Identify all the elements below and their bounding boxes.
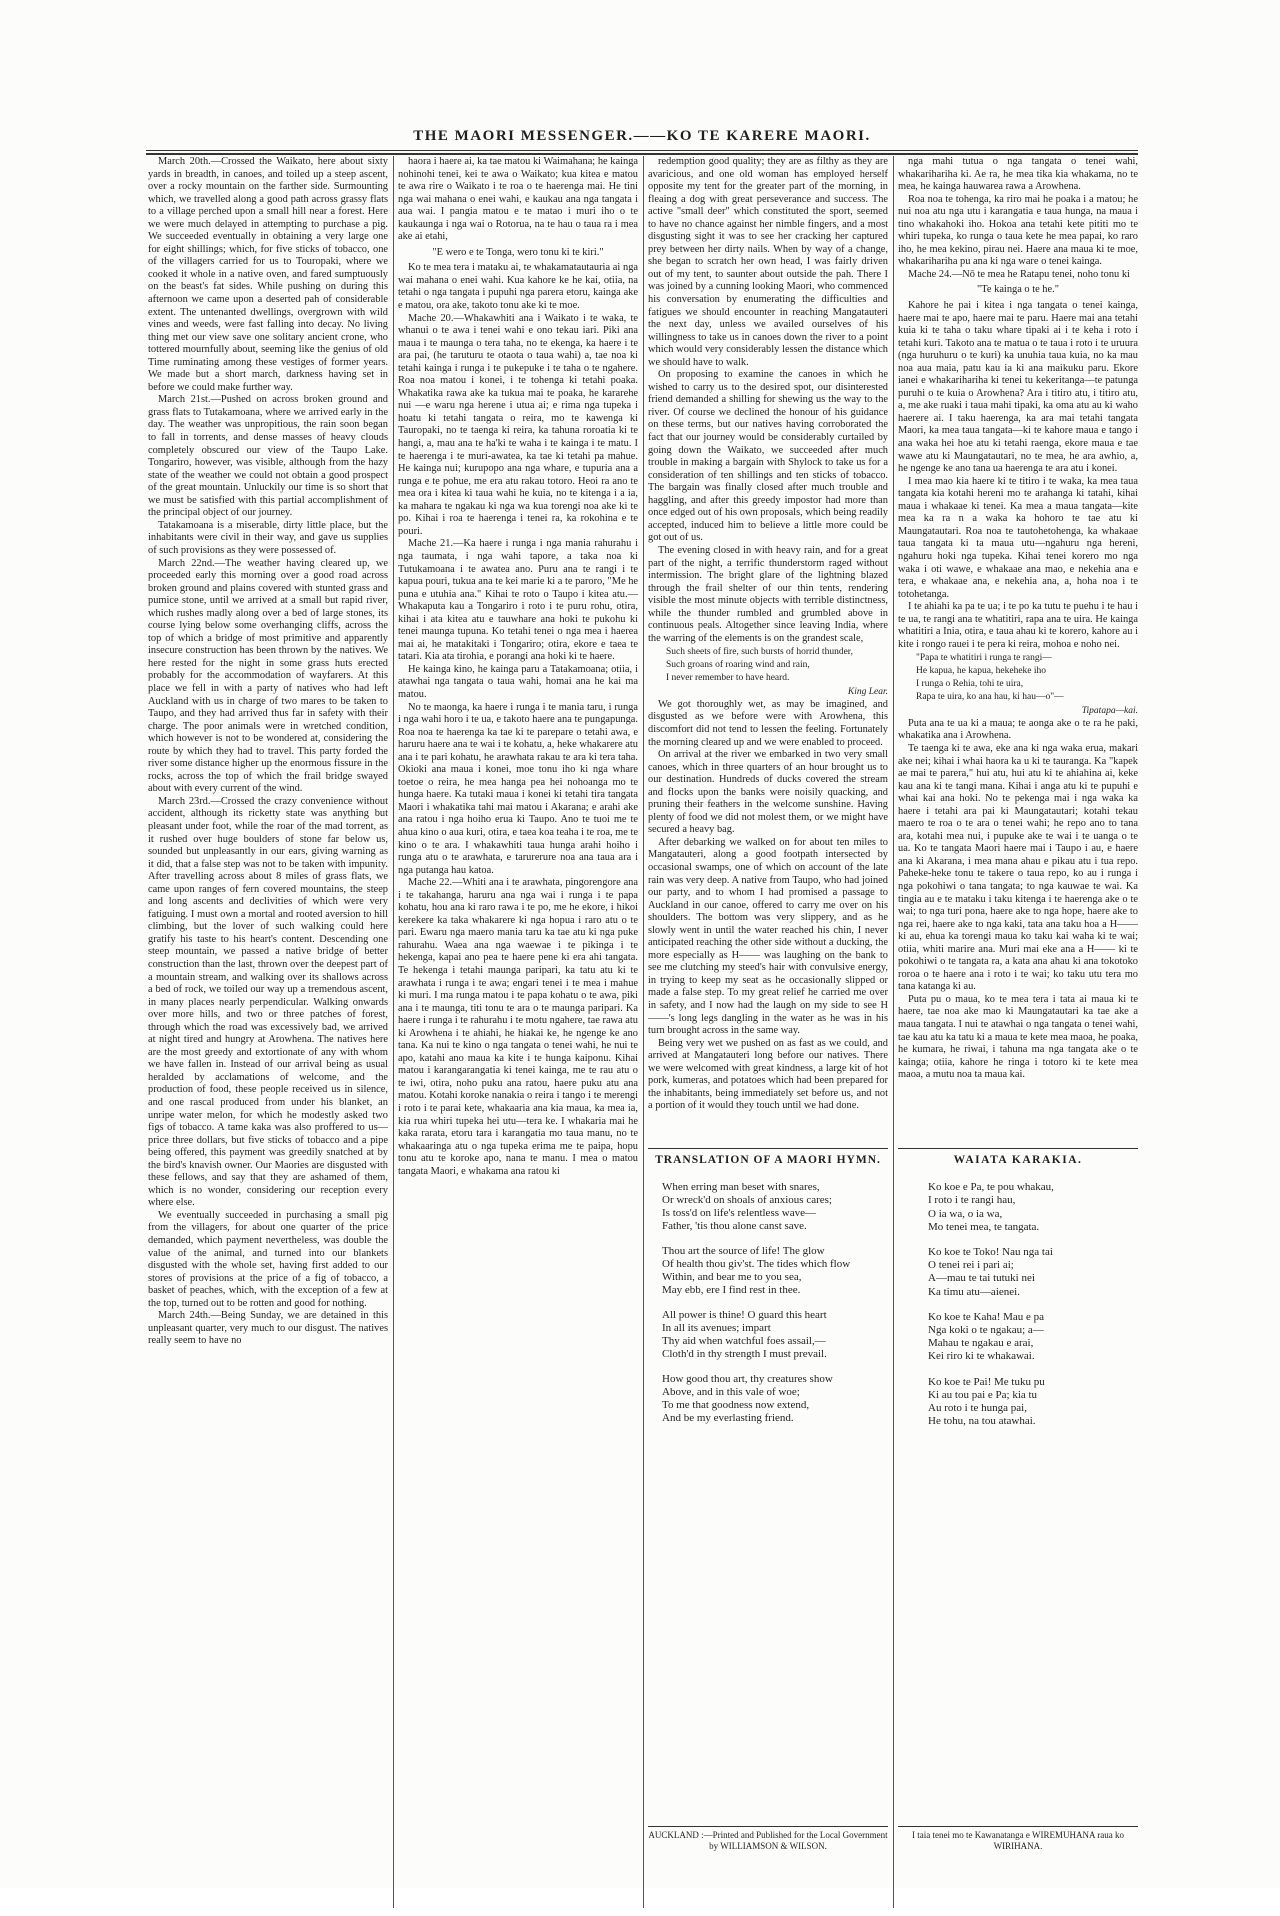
waiata-line: Kei riro ki te whakawai.: [928, 1350, 1035, 1363]
quoted-line: "E wero e te Tonga, wero tonu ki te kiri.": [432, 246, 604, 258]
waiata-line: Ko koe te Toko! Nau nga tai: [928, 1246, 1053, 1259]
paragraph: nga mahi tutua o nga tangata o tenei wahi, whakarihariha ki. Ae ra, he mea tika kia whakama, no te mea, he kainga hauwarea rawa a Arowhena.: [898, 156, 1138, 193]
paragraph: March 20th.—Crossed the Waikato, here about sixty yards in breadth, in canoes, and toiled up a steep ascent, over a rocky mountain on the farther side. Surmounting which, we travelled along a good path across grassy flats to a village perched upon a small hill near a forest. Here we were much delayed in attempting to purchase a pig. We succeeded eventually in obtaining a very large one for eight shillings; which, for five sticks of tobacco, one of the villagers carried for us to Touropaki, where we cooked it whole in a native oven, and fared sumptuously on the beast's fat sides. While pushing on during this afternoon we came upon a deserted pah of considerable extent. The untenanted dwellings, overgrown with wild vines and weeds, were fast falling into decay. No living thing met our view save one solitary ancient crone, who tottered mournfully about, seeming like the genius of old Time ruminating among these vestiges of former years. We made but a short march, darkness having set in before we could make further way.: [148, 156, 388, 393]
waiata-stanza: [928, 1311, 1138, 1364]
waiata-title: WAIATA KARAKIA.: [953, 1154, 1083, 1166]
paragraph: Te taenga ki te awa, eke ana ki nga waka erua, makari ake nei; kihai i whai haora ka u ki te tauranga. Ka "kapek ae mai te parera," hui atu, hui atu ki te ahiahina ai, keke kau ana ki te tangi mana. Kihai i anga atu ki te pupuhi e whai kai ana hoki. No te pekenga mai i nga waka ka haere i tetahi ara pai ki Maungatautari; kotahi tekau maero te roa o te ara o tenei wahi; he repo ano to tana ara, kotahi mea nui, i pupuke ake te wai i te uanga o te ua. Ko te tangata Maori haere mai i Taupo i au, e haere ana ki Akarana, i mea mana ahau e pikau atu i tua repo. Paheke-heke tonu te takere o taua repo, ko au i runga i nga pokohiwi o tana tangata; to nga kauwae te wai. Ka tingia au e te mataku i taku kitenga i te haerenga ake o te wai; to nga turi pona, haere ake to nga hope, haere ake to nga rei, haere ake to nga kaki, tata ana taku hoa a H—— ki au, ehua ka torengi maua ko taku kai waha ki te wai; otiia, whiti marire ana. Muri mai eke ana a H—— ki te pokohiwi o te tangata ra, a kata ana ahau ki ana tokotoko roroa o te haere ana i roto i te wai; ko taku utu tera mo tana katanga ki au.: [898, 742, 1138, 993]
paragraph: March 21st.—Pushed on across broken ground and grass flats to Tutakamoana, where we arrived early in the day. The weather was unpropitious, the rain soon began to fall in torrents, and dense masses of heavy clouds completely obscured our view of the Taupo Lake. Tongariro, however, was visible, although from the hazy state of the weather we could not obtain a good prospect of the great mountain. Unluckily our time is so short that we must be satisfied with this partial accomplishment of the principal object of our journey.: [148, 394, 388, 519]
paragraph: Being very wet we pushed on as fast as we could, and arrived at Mangatauteri long before our natives. There we were welcomed with great kindness, a large kit of hot pork, kumeras, and potatoes which had been prepared for the inhabitants, being immediately set before us, and not a portion of it would they touch until we had done.: [648, 1037, 888, 1112]
masthead-rule-bottom: [146, 153, 1138, 155]
paragraph: Puta pu o maua, ko te mea tera i tata ai maua ki te haere, tae noa ake mao ki Maungatautari ka tae ake a maua tangata. I nui te atawhai o nga tangata o tenei wahi, tae kau atu ka tatu ki a maua te kete mea maoa, he poaka, he kumara, he riwai, i tahuna ma nga tangata ake o te kainga; otiia, kahore he ringa i totoro ki te kete mea maoa, a mutu noa ta maua kai.: [898, 993, 1138, 1081]
verse-line: I never remember to have heard.: [666, 673, 790, 684]
paragraph: haora i haere ai, ka tae matou ki Waimahana; he kainga nohinohi tenei, kei te awa o Waikato; kua kitea e matou te awa rire o Waikato i te roa o te haerenga mai. He tini nga wai mahana o enei wahi, e kaukau ana nga tangata i aua wai. I pangia matou e te matao i muri iho o te kaukaunga i nga wai o Rotorua, na te hau o taua ra i mea ake ai etahi,: [398, 156, 638, 243]
hymn-stanza: [662, 1373, 888, 1425]
hymn-line: Of health thou giv'st. The tides which flow: [662, 1258, 851, 1270]
imprint-rule-left: [648, 1826, 888, 1827]
quoted-line: "Te kainga o te he.": [977, 284, 1059, 296]
verse-attribution: Tipatapa—kai.: [1081, 706, 1138, 717]
paragraph: Mache 21.—Ka haere i runga i nga mania rahurahu i nga taumata, i nga wahi tapore, a taka noa ki Tutukamoana i te awatea ano. Puru ana te rangi i te kapua pouri, tukua ana te kei marie ki a te paroro, "Me he puna e utuhia ana." Kihai te roto o Taupo i kitea atu.—Whakaputa kau a Tongariro i roto i te puru rohu, otira, kihai i ata kitea atu e tauwhare ana hoki te pukohu ki tenei maunga tupuna. Ko tetahi tenei o nga mea i haerea mai ai, he matakitaki i Tongariro; otira, ekore e taea te tatari. Kia ata tirohia, e porangi ana hoki ki te haere.: [398, 538, 638, 663]
waiata-stanza: [928, 1376, 1138, 1429]
paragraph: On proposing to examine the canoes in which he wished to carry us to the desired spot, our disinterested friend demanded a shilling for shewing us the way to the river. Of course we declined the honour of his guidance on these terms, but our natives having corroborated the fact that our journey would be considerably curtailed by going down the Waikato, we succeeded after much trouble in making a bargain with Shylock to take us for a consideration of ten shillings and ten sticks of tobacco. The bargain was finally closed after much trouble and haggling, and after this greedy impostor had more than once edged out of his own proposals, which being readily accepted, induced him to believe a little more could be got out of us.: [648, 369, 888, 544]
paragraph: After debarking we walked on for about ten miles to Mangatauteri, along a good footpath intersected by occasional swamps, one of which on account of the late rain was very deep. A native from Taupo, who had joined our party, and to whom I had promised a passage to Auckland in our canoe, offered to carry me over on his shoulders. The bottom was very slippery, and as he slowly went in until the water reached his chin, I never anticipated reaching the other side without a ducking, the more especially as H—— was laughing on the bank to see me clutching my steed's hair with convulsive energy, in trying to keep my seat as he occasionally slipped or made a false step. To my great relief he carried me over in safety, and I now had the laugh on my side to see H——'s long legs dangling in the water as he was in his turn brought across in the same way.: [648, 836, 888, 1037]
hymn-line: Or wreck'd on shoals of anxious cares;: [662, 1194, 832, 1206]
hymn-line: Above, and in this vale of woe;: [662, 1386, 800, 1398]
paragraph: Roa noa te tohenga, ka riro mai he poaka i a matou; he nui noa atu nga utu i karangatia e taua hunga, na maua i tino whakahoki iho. Hokoa ana tetahi kete pititi mo te whiri tupeka, ko runga o taua kete he mea papai, ko raro iho, he mea kekino, pirau nei. Haere ana maua ki te moe, whakarihariha pu ana ki nga ware o tenei kainga.: [898, 193, 1138, 268]
waiata-line: He tohu, na tou atawhai.: [928, 1415, 1036, 1428]
verse-line: Rapa te uira, ko ana hau, ki hau—o"—: [916, 692, 1064, 703]
waiata-line: I roto i te rangi hau,: [928, 1194, 1016, 1207]
hymn-line: Thy aid when watchful foes assail,—: [662, 1335, 826, 1347]
column-3-english-journal: [648, 156, 888, 1156]
column-2-maori-journal: [398, 156, 638, 1916]
paragraph: Tatakamoana is a miserable, dirty little place, but the inhabitants were civil in their way, and gave us supplies of such provisions as they were possessed of.: [148, 519, 388, 556]
paragraph: March 22nd.—The weather having cleared up, we proceeded early this morning over a good road across broken ground and plains covered with stunted grass and pumice stone, until we arrived at a small but rapid river, which rushes madly along over a bed of large stones, its course lying below some overhanging cliffs, across the top of which a bridge of most primitive and apparently insecure construction has been thrown by the natives. We here rested for the night in some grass huts erected probably for the accommodation of wayfarers. At this place we fell in with a party of natives who had left Auckland with us in charge of two mares to be taken to Taupo, and they had arrived thus far in safety with their charge. The poor animals were in wretched condition, which however is not to be wondered at, considering the route by which they had to travel. This party forded the river some distance higher up the enormous fissure in the rocks, across the top of which the frail bridge swayed about with every current of the wind.: [148, 557, 388, 795]
hymn-line: Father, 'tis thou alone canst save.: [662, 1220, 807, 1232]
waiata-line: Ko koe te Kaha! Mau e pa: [928, 1310, 1045, 1323]
hymn-line: Within, and bear me to you sea,: [662, 1271, 802, 1283]
paragraph: Mache 22.—Whiti ana i te arawhata, pingorengore ana i te takahanga, haruru ana nga wai i runga i te papa kohatu, hou ana ki raro rawa i te po, me he ekore, i hikoi kerekere ka taka whakarere ki nga hopua i raro atu o te pari. Ewaru nga maero mania taru ka tae atu ki nga puke rahurahu. Waea ana nga waewae i te pikinga i te hekenga, kapai ano pea te haere pene ki era ahi tangata. Te hekenga i tetahi maunga paripari, ka tatu atu ki te arawhata i runga i te awa; engari tenei i te mea i mahue ki muri. I ma runga matou i te papa kohatu o te awa, piki ana i te maunga, titi tonu te ara o te maunga paripari. Ka haere i runga i te rahurahu i te motu ngahere, tae rawa atu ki Arowhena i te ahiahi, he hiakai ke, he ngenge ke ano tana. Ka nui te kino o nga tangata o tenei wahi, he nui te apo, katahi ano maua ka kite i te hunga kaiponu. Kihai matou i karangarangatia ki tenei kainga, me te rau atu o te iwi, otira, noho puku ana ratou, haere puku atu ana matou. Kotahi koroke nanakia o reira i tango i te merengi i roto i te parai kete, whakaaria ana kia maua, ka mea ia, kia rua whiri tupeka hei utu—tera ke. I whakaria mai he kaka rarata, etoru tara i karangatia mo taua manu, no te whakaaringa atu o nga tupeka erima me te paipa, hopu tonu atu te koroke apo, nana te manu. I mea o matou tangata Maori, e whakama ana ratou ki: [398, 877, 638, 1177]
waiata-line: Mahau te ngakau e arai,: [928, 1337, 1034, 1350]
waiata-stanza: [928, 1181, 1138, 1234]
paragraph: redemption good quality; they are as filthy as they are avaricious, and one old woman has employed herself opposite my tent for the greater part of the morning, in fleaing a dog with great perseverance and success. The active "small deer" which constituted the sport, seemed to have no chance against her nimble fingers, and a most disgusting sight it was to see her cracking her captured prey between her dirty nails. When by way of a change, she began to scratch her own head, I was fairly driven out of my tent, to saunter about outside the pah. There I was joined by a cunning looking Maori, who commenced his conversation by enumerating the difficulties and fatigues we should encounter in reaching Mangatauteri the next day, unless we availed ourselves of his willingness to take us in canoes down the river to a point which would very considerably lessen the distance which we should have to walk.: [648, 156, 888, 368]
paragraph: March 24th.—Being Sunday, we are detained in this unpleasant quarter, very much to our disgust. The natives really seem to have no: [148, 1310, 388, 1347]
hymn-line: All power is thine! O guard this heart: [662, 1309, 827, 1321]
paragraph: We eventually succeeded in purchasing a small pig from the villagers, for about one quarter of the price demanded, which payment nevertheless, was double the value of the animal, and turned into our blankets disgusted with the whole set, having first added to our stores of provisions at the price of a fig of tobacco, a basket of peaches, which, with the exception of a few at the top, turned out to be rotten and good for nothing.: [148, 1209, 388, 1309]
hymn-line: Cloth'd in thy strength I must prevail.: [662, 1348, 827, 1360]
masthead-rule-top: [146, 150, 1138, 151]
hymn-translation: [648, 1148, 888, 1437]
column-4-maori-journal: [898, 156, 1138, 1206]
waiata-line: Ki au tou pai e Pa; kia tu: [928, 1388, 1038, 1401]
verse-line: Such sheets of fire, such bursts of horrid thunder,: [666, 647, 853, 658]
hymn-stanza: [662, 1245, 888, 1297]
hymn-line: How good thou art, thy creatures show: [662, 1373, 833, 1385]
verse-attribution: King Lear.: [847, 687, 888, 698]
hymn-line: May ebb, ere I find rest in thee.: [662, 1284, 801, 1296]
paragraph: On arrival at the river we embarked in two very small canoes, which in three quarters of an hour brought us to our destination. Hundreds of ducks covered the stream and flocks upon the banks were noisily quacking, and pruning their feathers in the welcome sunshine. Having plenty of food we did not molest them, or we might have secured a heavy bag.: [648, 749, 888, 836]
waiata-line: O ia wa, o ia wa,: [928, 1207, 1003, 1220]
hymn-line: And be my everlasting friend.: [662, 1412, 794, 1424]
paragraph: I mea mao kia haere ki te titiro i te waka, ka mea taua tangata kia kotahi hereni mo te arahanga ki tatahi, kihai maua i whakaae ki tenei. Ka mea a maua tangata—kite mea ka ra n a waka ka hohoro te tae atu ki Maungatautari. Roa noa te tautohetohenga, ka whakaae taua tangata ki ta maua utu—ngahuru nga hereni, ngahuru hoki nga tupeka. Kihai tenei korero mo nga waka i oti wawe, e whakaae ana mao, e nekehia ana e tera, e whakaae ana, e nekehia ana, a, hoha noa i te totohetanga.: [898, 475, 1138, 600]
imprint-english: AUCKLAND :—Printed and Published for the Local Government by WILLIAMSON & WILSON.: [648, 1830, 888, 1851]
paragraph: Mache 24.—Nō te mea he Ratapu tenei, noho tonu ki: [908, 268, 1130, 280]
paragraph: No te maonga, ka haere i runga i te mania taru, i runga i nga wahi horo i te ua, e takoto haere ana te pungapunga. Roa noa te haerenga ka tae ki te parepare o tetahi awa, e haruru haere ana te wai i te kohatu, a, heke whakarere atu ana i te pari kohatu, he arawhata rakau te ara ki tera taha. Okioki ana maua i konei, moe tonu iho ki nga whare toetoe o reira, he mea hanga pea hei nohoanga mo te hunga haere. Ka tutaki maua i konei ki tetahi tira tangata Maori i whakatika tahi mai matou i Akarana; e arahi ake ana ratou i nga hoiho erua ki Taupo. Ano te tuoi me te ahua kino o aua kuri, otira, e taea koa teaha i te roa, me te kino o te ara. I whakawhiti taua hunga arahi hoiho i runga atu o te arawhata, e tarurerure noa ana taua ara i nga putanga hau katoa.: [398, 701, 638, 876]
waiata-line: A—mau te tai tutuki nei: [928, 1272, 1035, 1285]
paragraph: Mache 20.—Whakawhiti ana i Waikato i te waka, te whanui o te awa i tenei wahi e ono tekau iari. Piki ana maua i te maunga o tera taha, no te ekenga, ka haere i te ara pai, (he taruturu te otaota o taua wahi) a, tae noa ki tetahi kainga i runga i te pukepuke i te taha o te ngahere. Roa noa matou i konei, i te tohenga ki tetahi poaka. Whakatika rawa ake ka tukua mai te poaka, he kararehe nui —e waru nga herene i utua ai; e rima nga tupeka i hoatu ki tetahi tangata o reira, mo te kawenga ki Tauropaki, no te taenga ki reira, ka tahuna roroatia ki te hangi, a, mau ana te ha'ki te waha i te kainga i te matu. I te haerenga i te muri-awatea, ka tae ki tetahi pa mahue. He kainga nui; kurupopo ana nga whare, e tupuria ana a runga e te pohue, me era atu rakau totoro. Heoi ra ano te mea ora i kitea ki taua wahi he kuia, no te kitenga i a ia, ka mahara te ngakau ki nga wa kua torengi noa ake ki te po. Kihai i roa te haerenga i tenei ra, ka rokohina e te pouri.: [398, 312, 638, 537]
hymn-line: Is toss'd on life's relentless wave—: [662, 1207, 816, 1219]
waiata-line: Ka timu atu—aienei.: [928, 1285, 1020, 1298]
paragraph: I te ahiahi ka pa te ua; i te po ka tutu te puehu i te hau i te ua, te rangi ana te whatitiri, rapa ana te uira. He kainga whatitiri a Inia, otira, e taua ahau ki te korero, kahore au i kite i rongo rauei i te pera ki reira, mohoa e noho nei.: [898, 601, 1138, 650]
paragraph: He kainga kino, he kainga paru a Tatakamoana; otiia, i atawhai nga tangata o taua wahi, homai ana he kai ma matou.: [398, 663, 638, 700]
imprint-maori: I taia tenei mo te Kawanatanga e WIREMUHANA raua ko WIRIHANA.: [911, 1830, 1124, 1851]
verse-line: "Papa te whatitiri i runga te rangi—: [916, 653, 1052, 664]
hymn-line: Thou art the source of life! The glow: [662, 1245, 825, 1257]
hymn-line: When erring man beset with snares,: [662, 1181, 820, 1193]
column-divider-1: [393, 156, 394, 1908]
waiata-line: Nga koki o te ngakau; a—: [928, 1324, 1044, 1337]
waiata-line: O tenei rei i pari ai;: [928, 1259, 1014, 1272]
column-1-english-journal: [148, 156, 388, 1916]
hymn-stanza: [662, 1309, 888, 1361]
imprint-rule-right: [898, 1826, 1138, 1827]
waiata-line: Ko koe te Pai! Me tuku pu: [928, 1375, 1045, 1388]
hymn-stanza: [662, 1181, 888, 1233]
waiata-line: Au roto i te hunga pai,: [928, 1402, 1027, 1415]
verse-line: Such groans of roaring wind and rain,: [666, 660, 810, 671]
paragraph: March 23rd.—Crossed the crazy convenience without accident, although its ricketty state was anything but pleasant under foot, while the roar of the mad torrent, as it rushed over huge boulders of stone far below us, sounded but unpleasantly in our ears, giving warning as it did, that a false step was not to be taken with impunity. After travelling across about 8 miles of grass flats, we came upon ranges of fern covered mountains, the steep and long ascents and declivities of which were very fatiguing. I must own a mortal and rooted aversion to hill climbing, but the lover of such walking could here gratify his taste to his heart's content. Descending one steep mountain, we passed a native bridge of better construction than the last, thrown over the deepest part of a mountain stream, and walking over its shallows across a bed of rock, we toiled our way up a tremendous ascent, in many places nearly perpendicular. Walking onwards over more hills, and two or three patches of forest, through which the road was excessively bad, we arrived at night tired and hungry at Arowhena. The natives here are the most greedy and extortionate of any with whom we have fallen in. Instead of our arrival being as usual heralded by acclamations of welcome, and the production of food, these people received us in silence, and one rascal produced from under his blanket, an unripe water melon, for which he modestly asked two figs of tobacco. A tame kaka was also proffered to us—price three dollars, but five sticks of tobacco and a pipe being offered, this payment was greedily snatched at by the bird's knavish owner. Our Maories are disgusted with these fellows, and say that they are ashamed of them, which is no wonder, considering our reception every where else.: [148, 795, 388, 1209]
column-divider-2: [643, 156, 644, 1908]
waiata-karakia: [898, 1148, 1138, 1440]
hymn-line: In all its avenues; impart: [662, 1322, 771, 1334]
waiata-line: Ko koe e Pa, te pou whakau,: [928, 1181, 1054, 1194]
paragraph: Ko te mea tera i mataku ai, te whakamatautauria ai nga wai mahana o enei wahi. Kua kahore ke he kai, otiia, na tetahi o nga tangata i pupuhi nga parera etoru, kainga ake e matou, ora ake, takoto tonu ake ki te moe.: [398, 262, 638, 312]
paragraph: The evening closed in with heavy rain, and for a great part of the night, a terrific thunderstorm raged without intermission. The bright glare of the lightning blazed through the frail shelter of our thin tents, rendering visible the most minute objects with terrible distinctness, while the thunder rumbled and grumbled above in continuous peals. Altogether since leaving India, where the warring of the elements is on the grandest scale,: [648, 544, 888, 644]
column-divider-3: [893, 156, 894, 1908]
paragraph: Puta ana te ua ki a maua; te aonga ake o te ra he paki, whakatika ana i Arowhena.: [898, 717, 1138, 742]
masthead-title: THE MAORI MESSENGER.——KO TE KARERE MAORI.: [413, 128, 871, 144]
paragraph: We got thoroughly wet, as may be imagined, and disgusted as we before were with Arowhena, this discomfort did not tend to lessen the feeling. Fortunately the morning cleared up and we were enabled to proceed.: [648, 698, 888, 748]
hymn-line: To me that goodness now extend,: [662, 1399, 810, 1411]
waiata-line: Mo tenei mea, te tangata.: [928, 1220, 1040, 1233]
waiata-stanza: [928, 1246, 1138, 1299]
paragraph: Kahore he pai i kitea i nga tangata o tenei kainga, haere mai te apo, haere mai te paru. Haere mai ana tetahi kuia ki te taha o taku whare tipaki ai i te keha i roto i tetahi kuri. Takoto ana te matua o te taua i roto i te uruura (nga huruhuru o te kuri) ka unuhia taua kuia, no ka mau noa aua maia, patu kau ia ki ana maikuku paru. Ekore ianei e whakarihariha ki tenei tu kekeritanga—te patunga puruhi o te kuia o Arowhena? Ara i titiro atu, i titiro atu, a, me ake ruaki i taua mahi tipaki, ka oma atu au ki waho haerere ai. I taku haerenga, ka ara mai tetahi tangata Maori, ka mea taua tangata—ki te kahore maua e tango i ana waka hei hoe atu ki tetahi raenga, ekore maua e tae wawe atu ki Maungatautari, no te mea, he ara awhio, a, he ngenge ke ano tana ua haerenga te ara atu i konei.: [898, 300, 1138, 475]
verse-line: He kapua, he kapua, hekeheke iho: [916, 666, 1047, 677]
hymn-title: TRANSLATION OF A MAORI HYMN.: [655, 1154, 881, 1166]
verse-line: I runga o Rehia, tohi te uira,: [916, 679, 1024, 690]
